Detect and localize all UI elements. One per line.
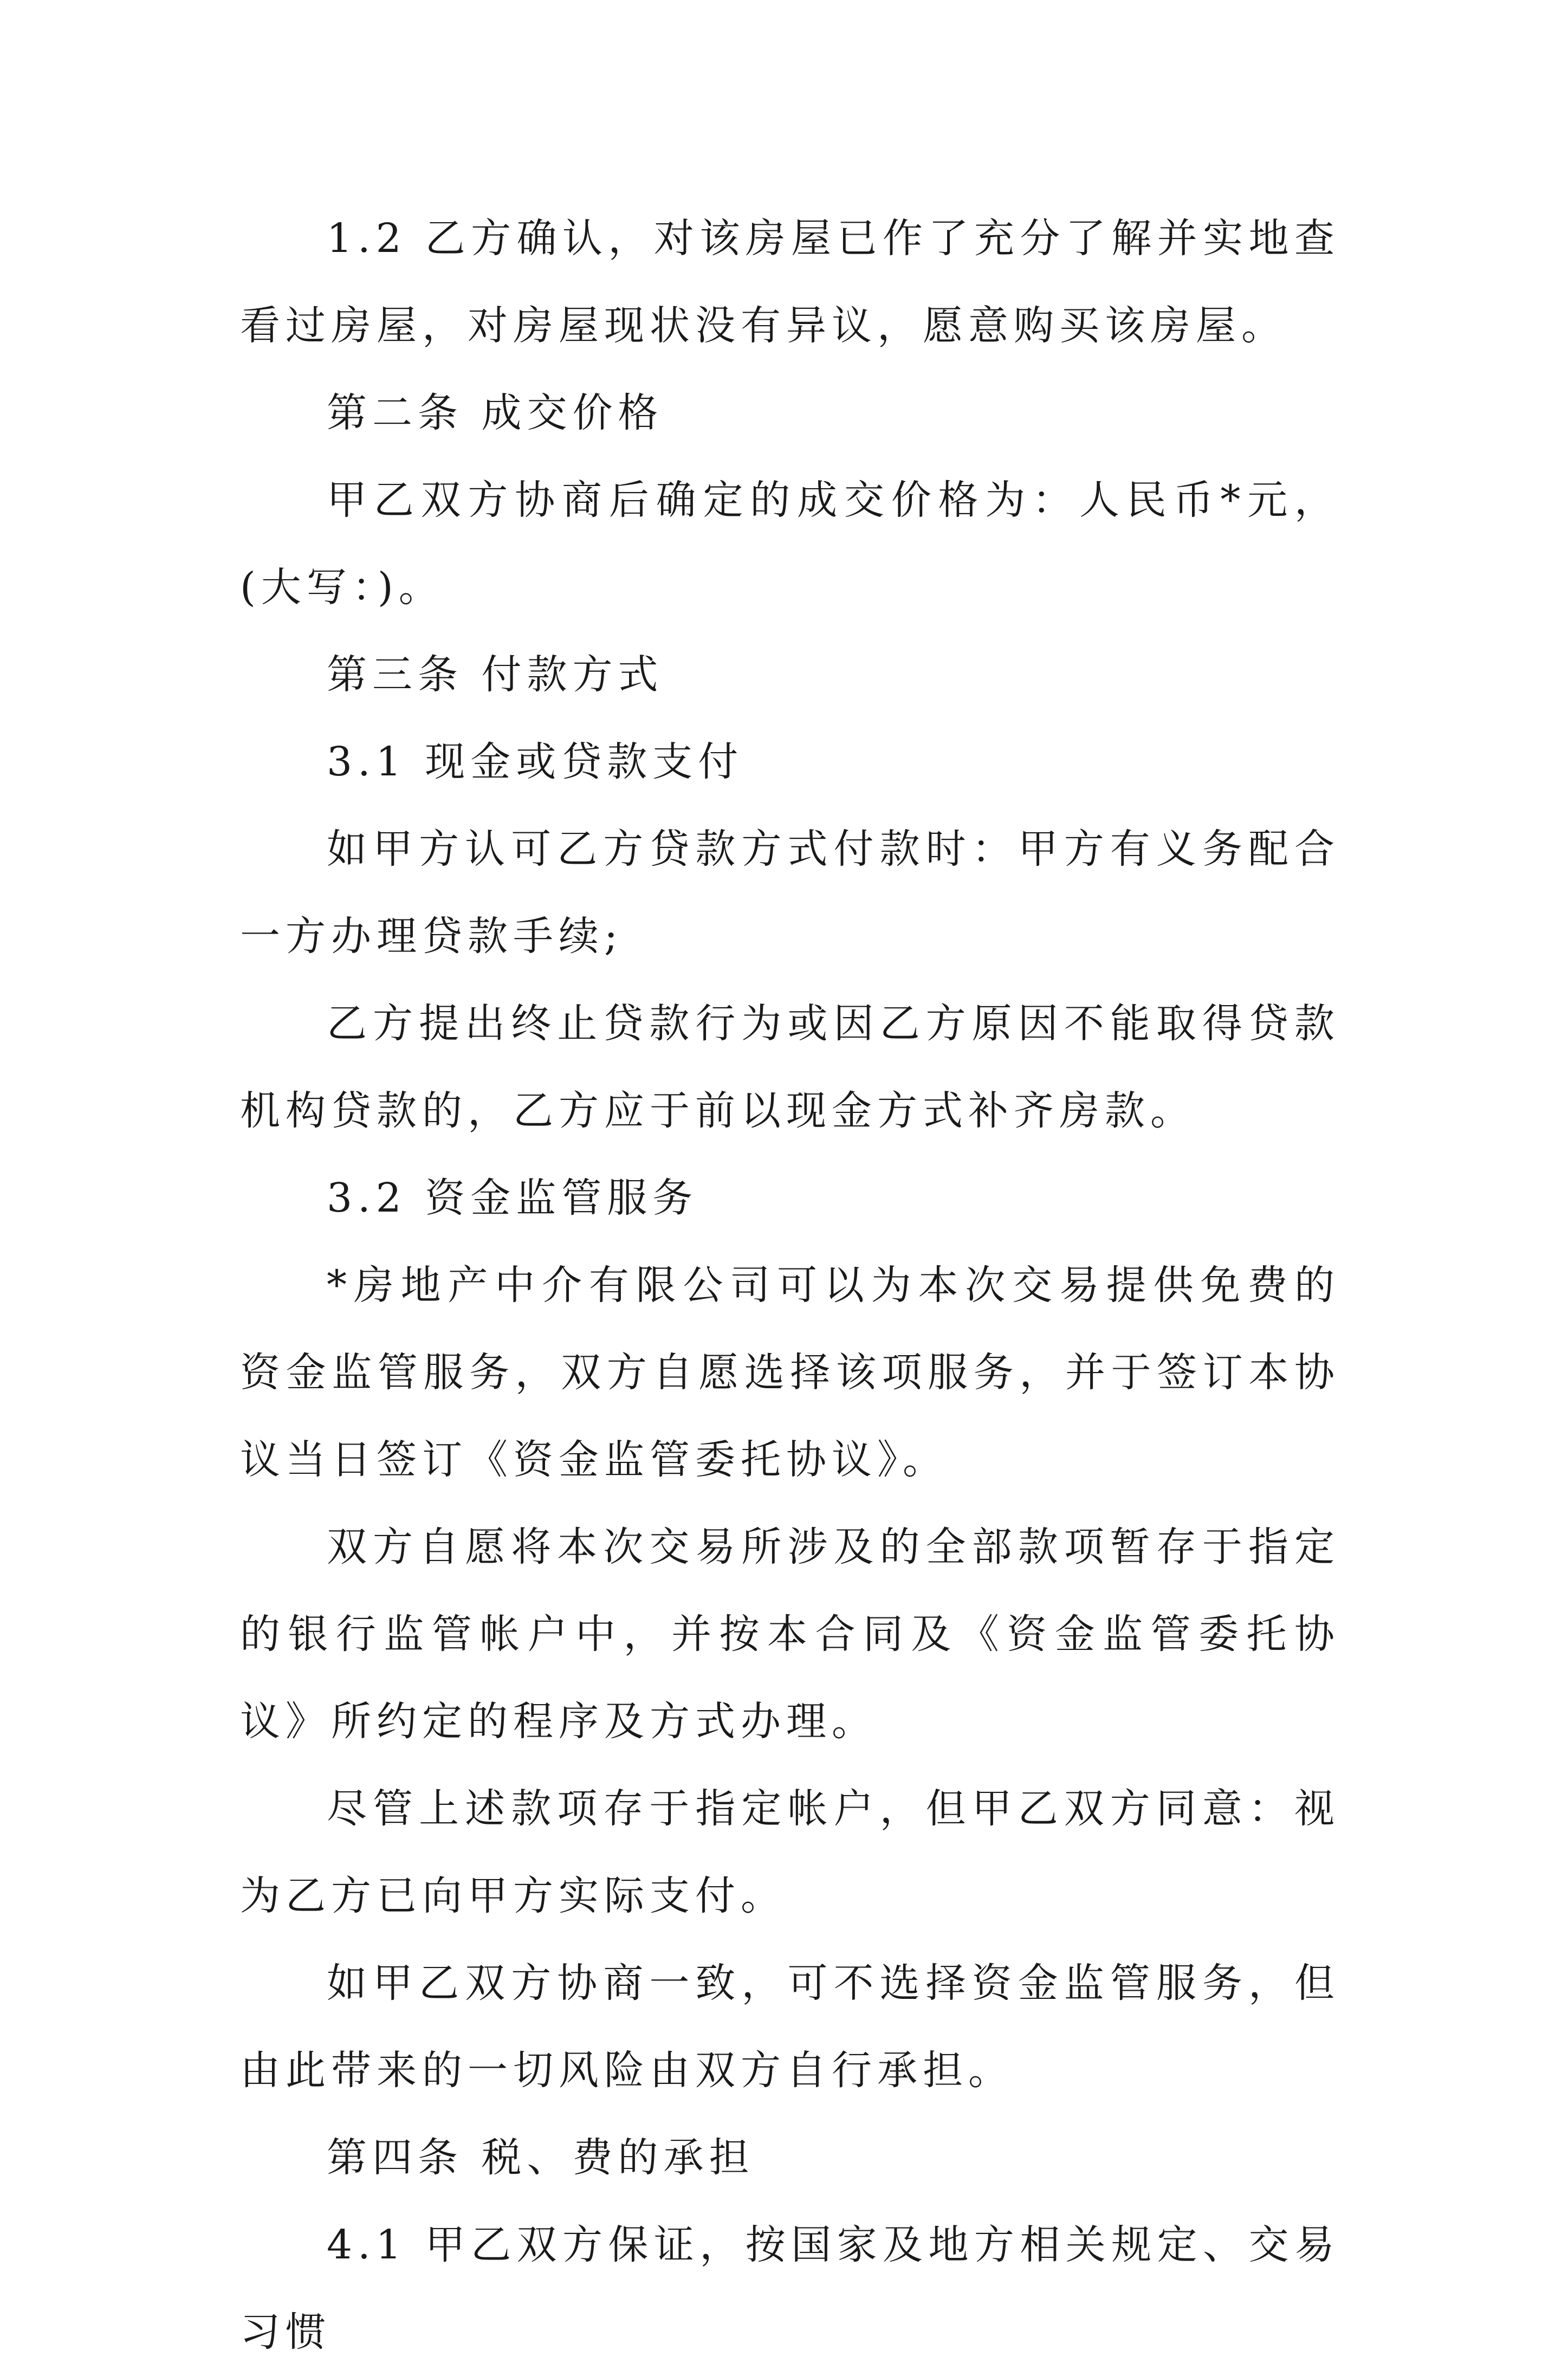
heading-3-2: 3.2 资金监管服务 [327, 1175, 698, 1221]
heading-article-2: 第二条 成交价格 [327, 390, 664, 436]
heading-3-1: 3.1 现金或贷款支付 [327, 739, 744, 785]
paragraph-escrow-service: *房地产中介有限公司可以为本次交易提供免费的资金监管服务，双方自愿选择该项服务，并于签订本协议当日签订《资金监管委托协议》。 [240, 1262, 1340, 1483]
paragraph-4-1: 4.1 甲乙双方保证，按国家及地方相关规定、交易习惯 [240, 2222, 1340, 2355]
paragraph-escrow-account: 双方自愿将本次交易所涉及的全部款项暂存于指定的银行监管帐户中，并按本合同及《资金监管委托协议》所约定的程序及方式办理。 [240, 1524, 1340, 1745]
paragraph-risk: 如甲乙双方协商一致，可不选择资金监管服务，但由此带来的一切风险由双方自行承担。 [240, 1960, 1340, 2094]
paragraph-loan-termination: 乙方提出终止贷款行为或因乙方原因不能取得贷款机构贷款的，乙方应于前以现金方式补齐房款。 [240, 1000, 1340, 1134]
document-body [240, 195, 1340, 2376]
paragraph-deemed-payment: 尽管上述款项存于指定帐户，但甲乙双方同意：视为乙方已向甲方实际支付。 [240, 1785, 1340, 1919]
paragraph-1-2: 1.2 乙方确认，对该房屋已作了充分了解并实地查看过房屋，对房屋现状没有异议，愿意购买该房屋。 [240, 215, 1340, 349]
heading-article-4: 第四条 税、费的承担 [327, 2134, 755, 2181]
paragraph-price: 甲乙双方协商后确定的成交价格为：人民币*元，(大写：)。 [240, 477, 1340, 611]
heading-article-3: 第三条 付款方式 [327, 651, 664, 698]
paragraph-loan-cooperation: 如甲方认可乙方贷款方式付款时：甲方有义务配合一方办理贷款手续; [240, 826, 1340, 960]
